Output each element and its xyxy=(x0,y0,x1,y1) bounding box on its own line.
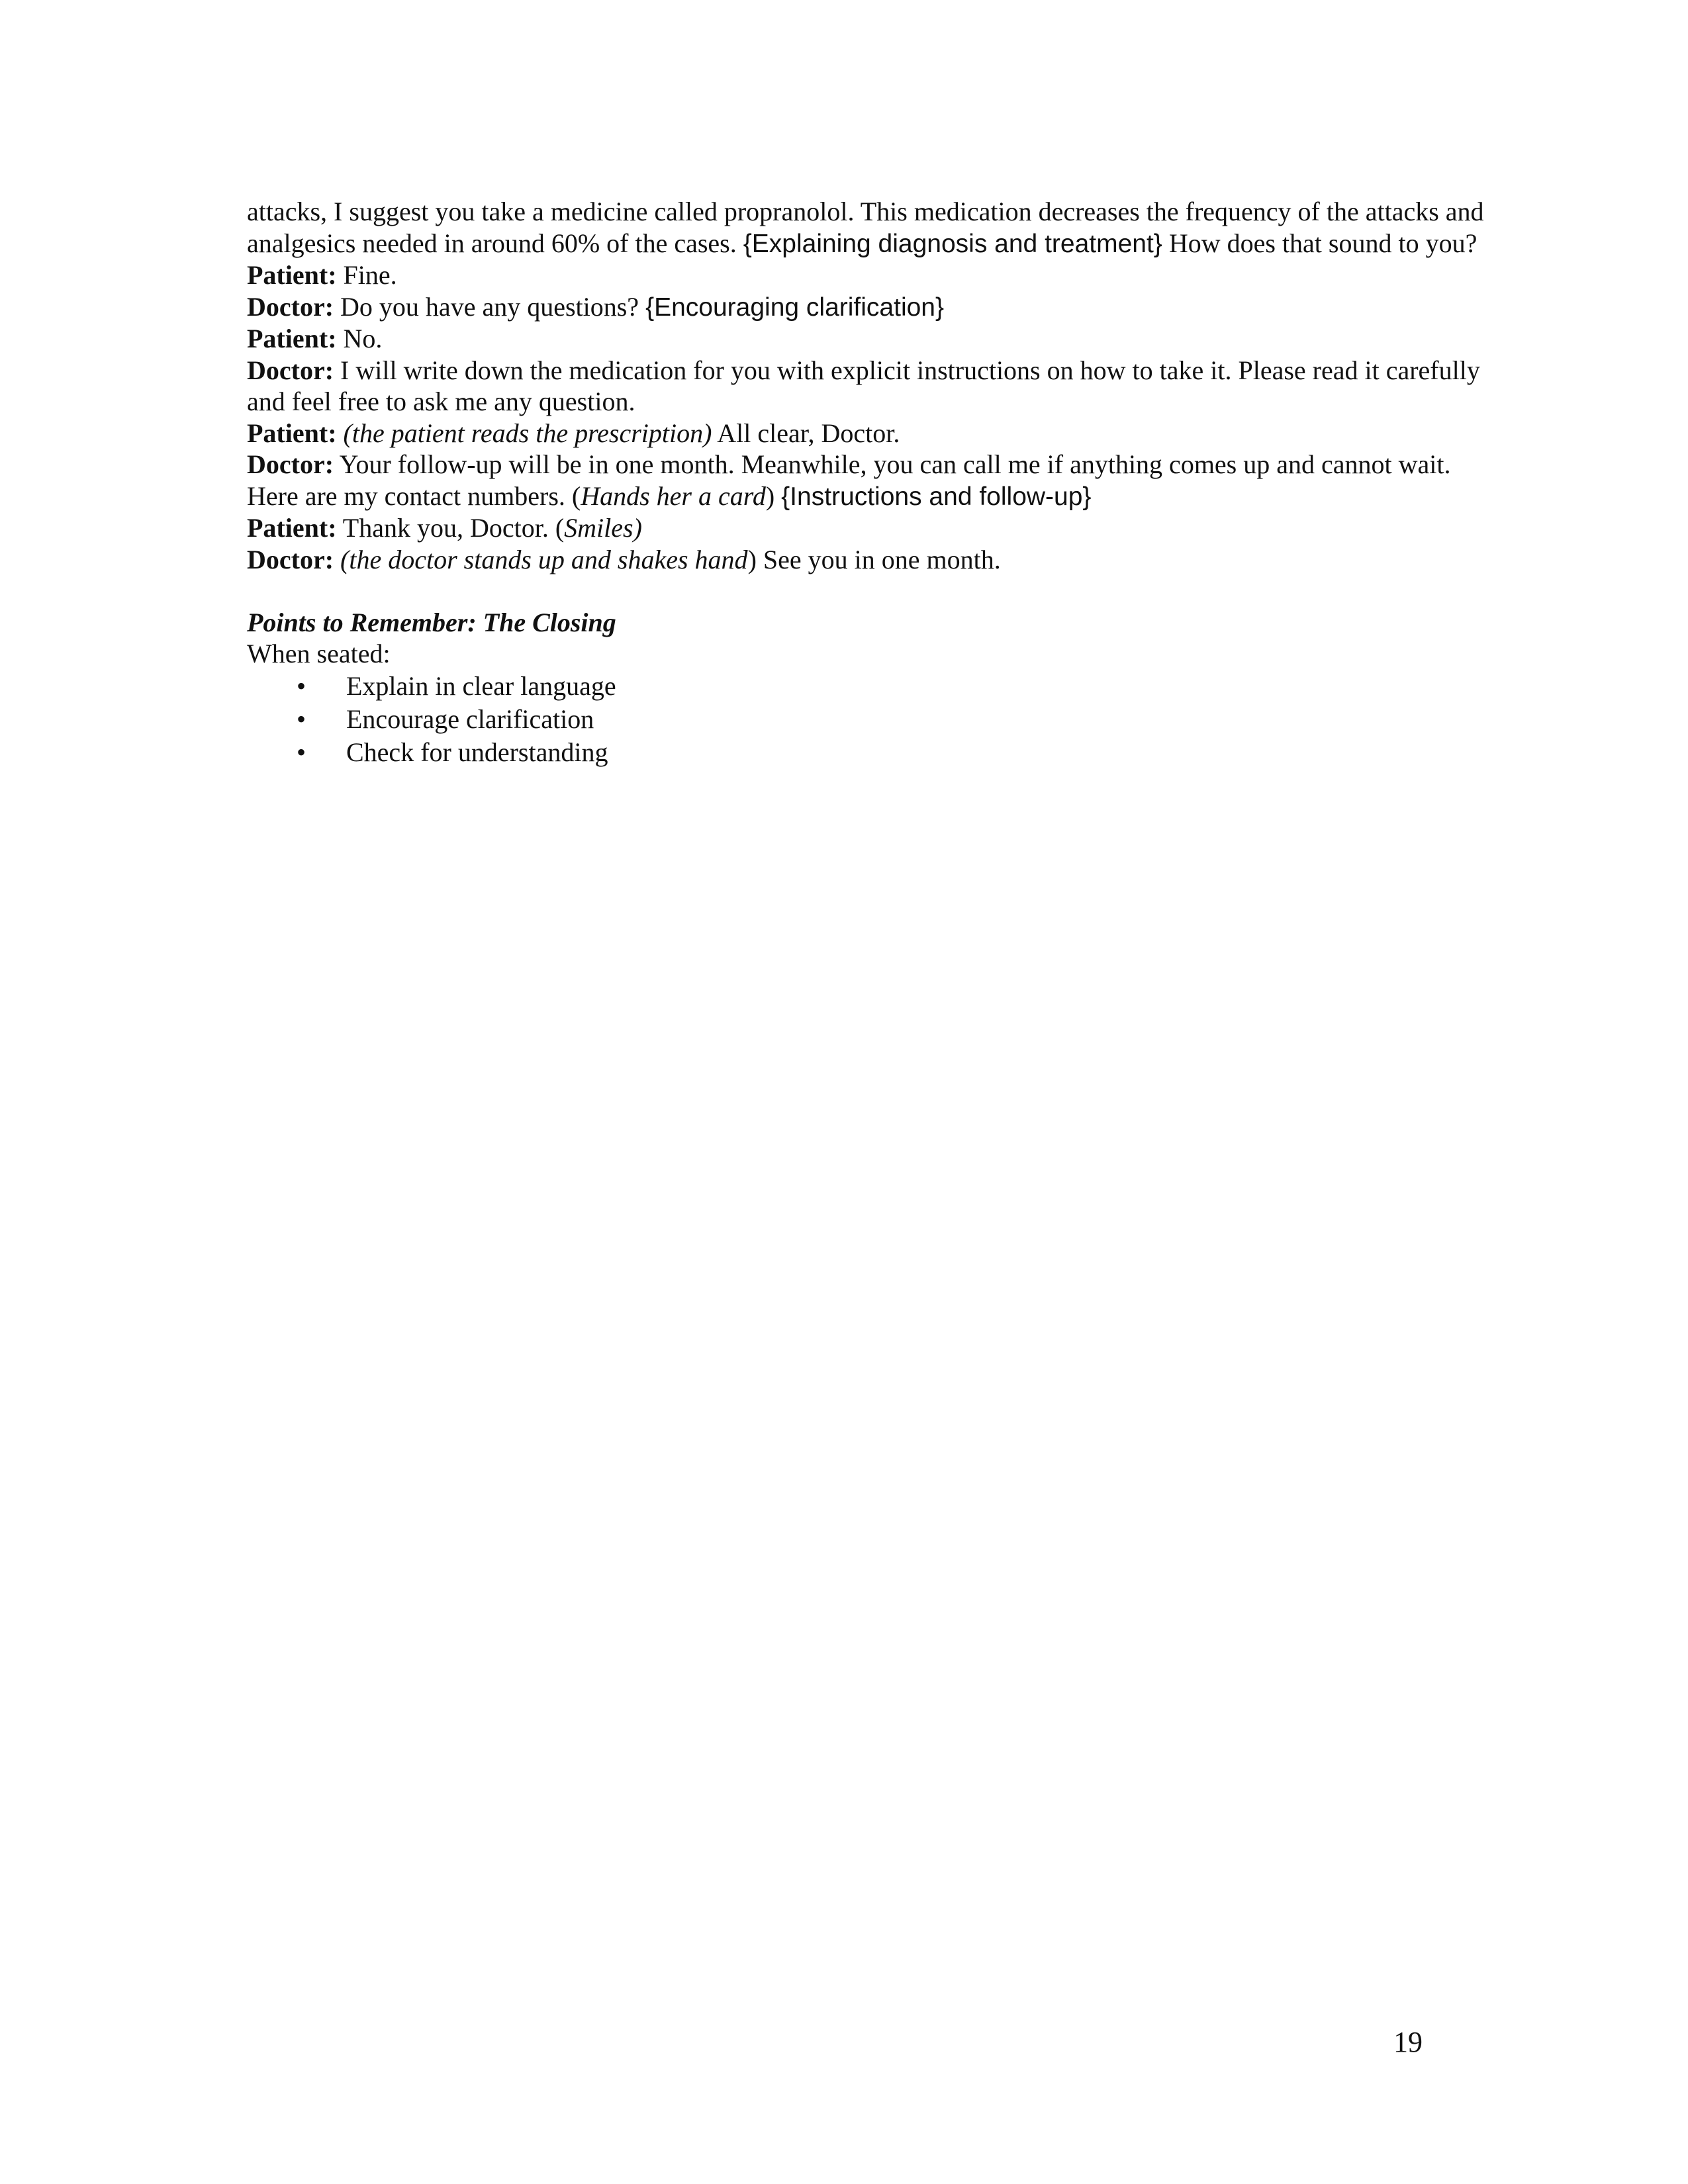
bullet-list xyxy=(247,670,1505,769)
dialogue-line-doctor xyxy=(247,355,1505,418)
speaker-label: Doctor: xyxy=(247,449,334,479)
speaker-label: Doctor: xyxy=(247,355,334,385)
speaker-label: Doctor: xyxy=(247,544,334,574)
dialogue-line-doctor xyxy=(247,291,1505,324)
list-item xyxy=(247,670,1505,703)
annotation-tag: {Explaining diagnosis and treatment} xyxy=(743,229,1162,258)
dialogue-line-patient xyxy=(247,323,1505,355)
list-item-text: Encourage clarification xyxy=(346,704,594,734)
dialogue-text: Do you have any questions? xyxy=(340,291,639,322)
bullet-icon: • xyxy=(297,737,306,767)
list-item-text: Check for understanding xyxy=(346,737,608,767)
stage-direction: (the doctor stands up and shakes hand xyxy=(340,544,748,574)
speaker-label: Patient: xyxy=(247,260,337,290)
section-heading: Points to Remember: The Closing xyxy=(247,607,616,637)
dialogue-text: Thank you, Doctor. ( xyxy=(342,513,565,543)
dialogue-line-patient xyxy=(247,259,1505,291)
stage-direction: (the patient reads the prescription) xyxy=(343,418,712,448)
annotation-tag: {Instructions and follow-up} xyxy=(781,482,1092,511)
stage-direction: Smiles) xyxy=(564,513,642,543)
speaker-label: Patient: xyxy=(247,513,337,543)
page-number: 19 xyxy=(1393,2026,1423,2058)
speaker-label: Patient: xyxy=(247,324,337,353)
dialogue-line-patient xyxy=(247,418,1505,449)
dialogue-text: Fine. xyxy=(343,260,397,290)
dialogue-text: All clear, Doctor. xyxy=(717,418,900,448)
speaker-label: Doctor: xyxy=(247,291,334,322)
dialogue-text: How does that sound to you? xyxy=(1168,228,1477,258)
annotation-tag: {Encouraging clarification} xyxy=(645,293,945,322)
dialogue-line-patient xyxy=(247,512,1505,544)
dialogue-text: I will write down the medication for you with explicit instructions on how to take it. Please read it carefully and feel free to ask me any question. xyxy=(247,355,1480,416)
stage-direction: Hands her a card xyxy=(581,480,766,511)
bullet-icon: • xyxy=(297,670,306,701)
dialogue-text: ) xyxy=(765,480,775,511)
dialogue-line-doctor xyxy=(247,449,1505,512)
dialogue-text: Your follow-up will be in one month. Meanwhile, you can call me if anything comes up and cannot wait. Here are my contact numbers. ( xyxy=(247,449,1451,511)
list-item-text: Explain in clear language xyxy=(346,670,616,701)
dialogue-line-doctor-explanation xyxy=(247,196,1505,259)
dialogue-text: attacks, I suggest you take a medicine called propranolol. This medication decreases the frequency of the attacks and analgesics needed in around 60% of the cases. xyxy=(247,197,1484,258)
bullet-icon: • xyxy=(297,704,306,734)
list-item xyxy=(247,703,1505,736)
section-intro: When seated: xyxy=(247,639,391,668)
page-content xyxy=(247,196,1505,769)
dialogue-line-doctor xyxy=(247,544,1505,576)
dialogue-text: ) See you in one month. xyxy=(747,544,1001,574)
list-item xyxy=(247,736,1505,769)
speaker-label: Patient: xyxy=(247,418,337,448)
paragraph-spacer xyxy=(247,575,1505,607)
dialogue-text: No. xyxy=(343,324,383,353)
